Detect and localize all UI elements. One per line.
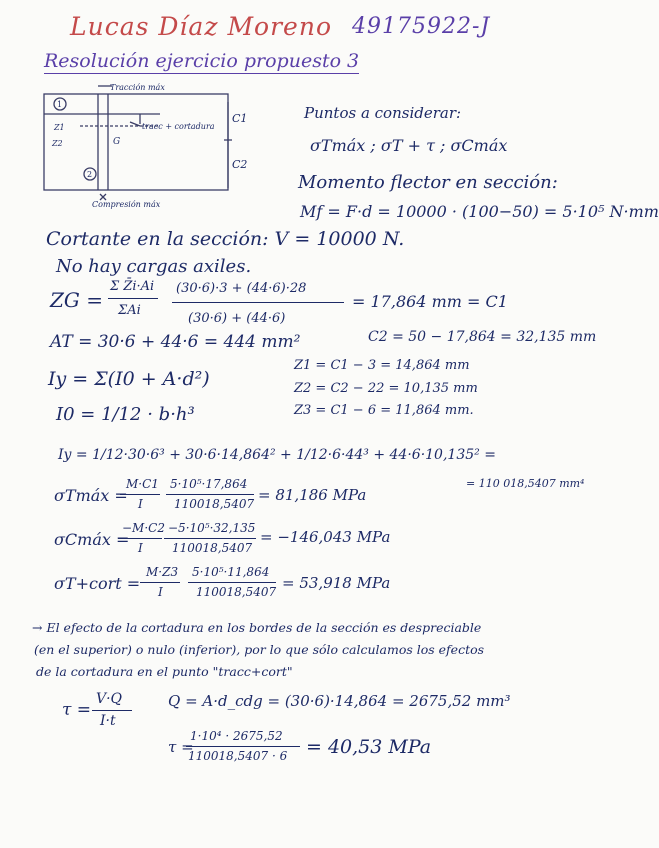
q-line: Q = A·d_cdg = (30·6)·14,864 = 2675,52 mm³ [168,692,511,710]
sigma-tc-num1: M·Z3 [146,565,179,579]
iy-calc: Iy = 1/12·30·6³ + 30·6·14,864² + 1/12·6·44³ + 44·6·10,135² = [58,447,496,463]
label-traccion: Tracción máx [110,83,165,92]
sigma-t-bar2 [166,494,254,495]
sigma-tc-den2: 110018,5407 [196,585,277,599]
sigma-c-num1: −M·C2 [122,521,165,535]
sigma-tc-label: σT+cort = [54,574,141,593]
label-c2: C2 [232,158,248,171]
tau-formula-num: V·Q [96,691,123,707]
tau-calc-lhs: τ = [168,738,194,756]
iy-formula: Iy = Σ(I0 + A·d²) [48,368,210,390]
sigma-tc-result: = 53,918 MPa [282,574,391,592]
puntos-heading: Puntos a considerar: [304,104,462,122]
sigma-t-result: = 81,186 MPa [258,486,367,504]
sigma-c-den2: 110018,5407 [172,541,253,555]
page-title: Resolución ejercicio propuesto 3 [44,50,360,72]
sigma-c-bar2 [164,538,256,539]
tau-formula-bar [92,710,132,711]
z3-line: Z3 = C1 − 6 = 11,864 mm. [294,403,474,418]
tau-formula-den: I·t [100,713,116,729]
label-n1: 1 [57,100,63,109]
at-line: AT = 30·6 + 44·6 = 444 mm² [50,332,301,352]
note-line-1: → El efecto de la cortadura en los bordes de la sección es despreciable [32,620,482,635]
zg-frac2-den: (30·6) + (44·6) [188,311,286,326]
cortante-line: Cortante en la sección: V = 10000 N. [46,228,405,250]
z2-line: Z2 = C2 − 22 = 10,135 mm [294,381,478,396]
zg-frac2-num: (30·6)·3 + (44·6)·28 [176,281,307,296]
tau-formula-lhs: τ = [62,700,92,720]
zg-frac2-bar [172,302,344,303]
label-g: G [113,137,121,147]
label-z2: Z2 [52,139,63,148]
sigma-t-bar1 [120,494,160,495]
axiles-line: No hay cargas axiles. [56,256,252,277]
student-id: 49175922-J [352,14,491,39]
tau-calc-bar [186,746,300,747]
momento-formula: Mf = F·d = 10000 · (100−50) = 5·10⁵ N·mm [300,202,659,221]
zg-result: = 17,864 mm = C1 [352,292,508,311]
tau-calc-den: 110018,5407 · 6 [188,749,288,763]
zg-frac1-bar [108,298,158,299]
sigma-c-label: σCmáx = [54,530,130,549]
z1-line: Z1 = C1 − 3 = 14,864 mm [294,358,470,373]
author-name: Lucas Díaz Moreno [70,12,332,41]
sigma-tc-bar2 [188,582,276,583]
momento-heading: Momento flector en sección: [298,172,558,193]
sigma-c-num2: −5·10⁵·32,135 [168,521,256,535]
zg-lhs: ZG = [50,288,103,312]
sigma-c-bar1 [118,538,162,539]
i0-formula: I0 = 1/12 · b·h³ [56,404,195,425]
zg-frac1-den: ΣAi [118,303,141,318]
sigma-t-den1: I [138,497,143,511]
sigma-tc-bar1 [140,582,180,583]
sigma-tc-den1: I [158,585,163,599]
tau-result: = 40,53 MPa [306,736,432,758]
sigma-t-num2: 5·10⁵·17,864 [170,477,248,491]
tau-calc-num: 1·10⁴ · 2675,52 [190,729,283,743]
puntos-list: σTmáx ; σT + τ ; σCmáx [310,136,508,155]
label-tracc-cort: tracc + cortadura [142,122,215,131]
label-c1: C1 [232,112,248,125]
note-line-2: (en el superior) o nulo (inferior), por lo que sólo calculamos los efectos [34,642,485,657]
c2-line: C2 = 50 − 17,864 = 32,135 mm [368,329,597,345]
iy-result: = 110 018,5407 mm⁴ [466,477,585,490]
label-z1: Z1 [54,123,65,132]
sigma-tc-num2: 5·10⁵·11,864 [192,565,270,579]
sigma-t-label: σTmáx = [54,486,128,505]
note-line-3: de la cortadura en el punto "tracc+cort" [36,664,293,679]
sigma-c-result: = −146,043 MPa [260,528,391,546]
label-n2: 2 [87,170,93,179]
sigma-t-num1: M·C1 [126,477,159,491]
zg-frac1-num: Σ Z̄i·Ai [110,279,155,294]
sigma-t-den2: 110018,5407 [174,497,255,511]
label-compresion: Compresión máx [92,200,161,209]
section-diagram [40,82,250,212]
section-outline [44,94,228,190]
sigma-c-den1: I [138,541,143,555]
